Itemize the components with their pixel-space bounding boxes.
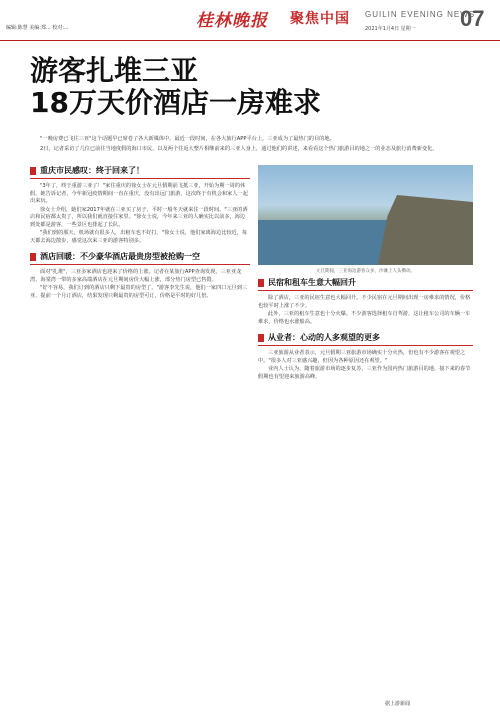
section-heading-text: 从业者：心动的人多观望的更多	[268, 333, 380, 342]
issue-date: 2021年1月4日 星期一	[365, 26, 416, 32]
section-heading-text: 民宿和租车生意大幅回升	[268, 278, 356, 287]
cliff-area	[378, 195, 473, 265]
section-heading-text: 酒店回暖：不少豪华酒店最贵房型被抢购一空	[40, 252, 200, 261]
paragraph: 此外，三亚的租车生意也十分火爆。不少游客选择租车自驾游，这让租车公司的车辆一车难求，价格也水涨船高。	[258, 311, 471, 325]
headline-line1: 游客扎堆三亚	[30, 54, 199, 87]
section-heading	[30, 165, 250, 179]
source-credit: 据上游新闻	[385, 701, 411, 707]
paragraph: 业内人士认为，随着旅游市场的逐步复苏，三亚作为国内热门旅游目的地，接下来的春节假期也有望迎来旅游高峰。	[258, 366, 471, 380]
article-headline	[30, 55, 470, 119]
photo-caption: 元旦期间，三亚海边游客众多，沙滩上人头攒动。	[316, 269, 415, 274]
lead-paragraph: "一晚房费已飞往三亚"这个话题早已席卷了各大新媒体中。最近一段时间，在各大旅行APP平台上，三亚成为了最热门的目的地。	[40, 136, 335, 142]
paragraph: "3年了，终于重游三亚了！"家住重庆的徐女士在元旦假期前飞抵三亚，开始为期一周的休假。她告诉记者，今年新冠疫情期间一直在重庆，没有出远门旅游，这次终于有机会和家人一起出来玩。	[30, 183, 248, 204]
left-column	[30, 165, 250, 301]
paragraph: 徐女士介绍，她们家2017年就在三亚买了房子，平时一般冬天就来住一段时间。"三亚的酒店和民宿都太贵了，所以我们就直接住家里。"徐女士说，今年来三亚的人确实比以前多，海边到处都是游客，一些景区也排起了长队。	[30, 206, 248, 228]
section-title: 聚焦中国	[290, 11, 350, 27]
article-lead	[30, 135, 470, 155]
section-marker-icon	[30, 253, 36, 261]
section-heading	[258, 332, 473, 346]
section-marker-icon	[258, 334, 264, 342]
page-header	[0, 0, 500, 41]
paragraph: 三亚旅游从业者表示，元旦假期三亚旅游市场确实十分火热，但也有不少游客在观望之中。"很多人对三亚感兴趣，但因为各种原因还在观望。"	[258, 350, 466, 364]
section-marker-icon	[258, 279, 264, 287]
section-heading-text: 重庆市民感叹：终于回来了！	[40, 166, 144, 175]
section-heading	[258, 277, 473, 291]
sea-area	[258, 220, 398, 265]
section-body	[30, 183, 250, 245]
paragraph: "好不容易，我们订到的酒店只剩下最贵的房型了。"游客李先生说，他们一家四口元旦到三亚，提前一个月订酒店，结果发现只剩最贵的房型可订，价格是平时的好几倍。	[30, 285, 248, 299]
section-body	[258, 295, 473, 326]
section-heading	[30, 251, 250, 265]
section-body	[30, 269, 250, 300]
editor-credits: 编辑:陈慧 美编:郑... 校对:...	[6, 25, 69, 31]
page-number: 07	[460, 6, 485, 31]
section-body	[258, 350, 473, 381]
headline-line2: 18万天价酒店一房难求	[30, 86, 321, 119]
beach-photo	[258, 165, 473, 265]
newspaper-logo: 桂林晚报	[196, 11, 268, 31]
section-marker-icon	[30, 167, 36, 175]
newspaper-english-name: GUILIN EVENING NEWS	[365, 10, 476, 19]
paragraph: 除了酒店，三亚的民宿生意也大幅回升。不少民宿在元旦期间出现一房难求的情况，价格也较平时上涨了不少。	[258, 295, 471, 309]
right-column	[258, 165, 473, 382]
lead-paragraph: 2日，记者采访了几位已前往当地度假的海口市民，以及两个往返大整片相继前来的三亚人身上，通过他们的讲述，来看看这个热门旅游目的地之一的业态及旅行消费新变化。	[40, 146, 438, 152]
paragraph: 面对"扎堆"，三亚多家酒店也迎来了价格的上涨。记者在某旅行APP查询发现，三亚亚龙湾、海棠湾一带的多家高端酒店在元旦期间房价大幅上涨，部分热门房型已售罄。	[30, 269, 242, 283]
paragraph: "我们到的那天，机场就有很多人，出租车也不好打。"徐女士说，他们家离海边比较近，每天都去海边散步，感觉这次来三亚的游客特别多。	[30, 230, 248, 244]
